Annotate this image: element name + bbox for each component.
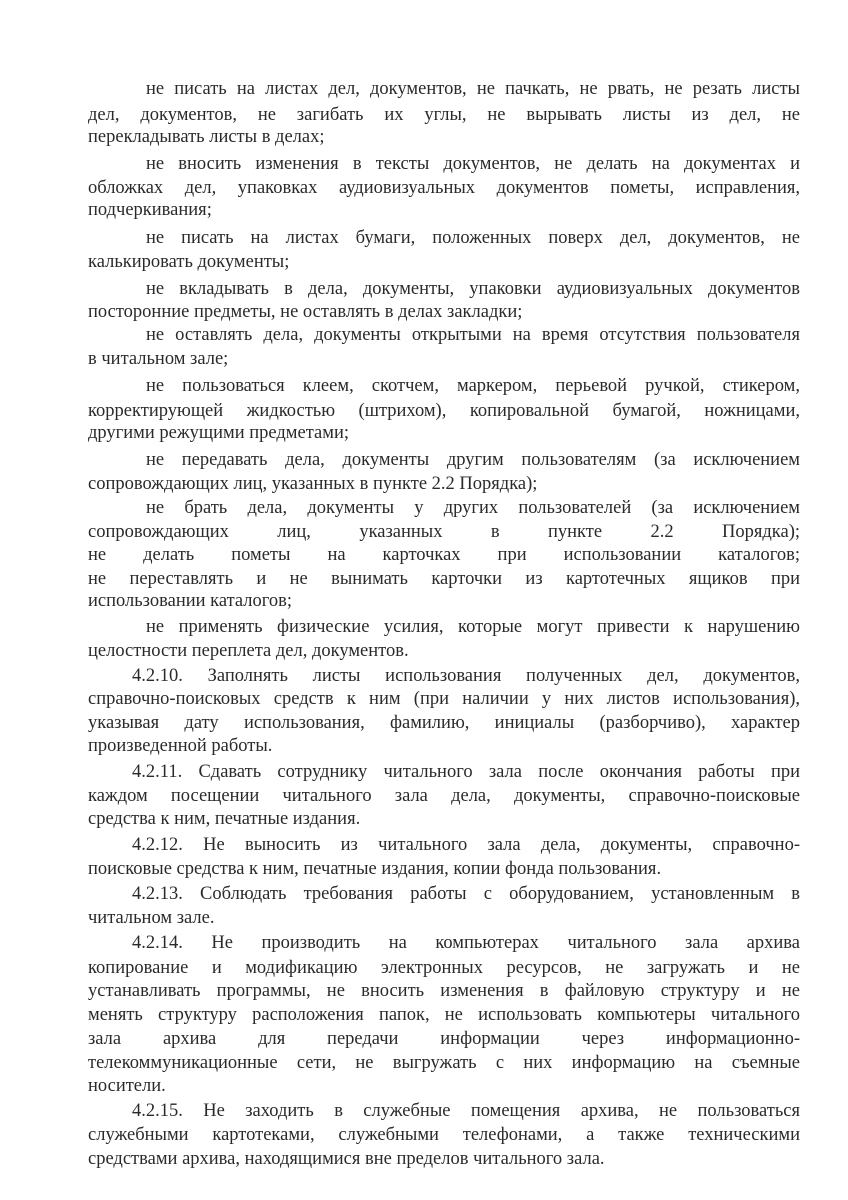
text-line: устанавливать программы, не вносить изменения в файловую структуру и не	[88, 981, 800, 1001]
text-line: менять структуру расположения папок, не использовать компьютеры читального	[88, 1005, 800, 1025]
text-line: подчеркивания;	[88, 200, 212, 220]
text-line: не писать на листах бумаги, положенных поверх дел, документов, не	[146, 228, 800, 248]
text-line: не пользоваться клеем, скотчем, маркером, перьевой ручкой, стикером,	[146, 376, 800, 396]
text-line: посторонние предметы, не оставлять в делах закладки;	[88, 302, 523, 322]
text-line: дел, документов, не загибать их углы, не вырывать листы из дел, не	[88, 105, 800, 125]
text-line: калькировать документы;	[88, 252, 290, 272]
text-line: другими режущими предметами;	[88, 423, 349, 443]
text-line: не передавать дела, документы другим пользователям (за исключением	[146, 450, 800, 470]
text-line: не переставлять и не вынимать карточки из картотечных ящиков при	[88, 569, 800, 589]
text-line: указывая дату использования, фамилию, инициалы (разборчиво), характер	[88, 713, 800, 733]
text-line: 4.2.13. Соблюдать требования работы с оборудованием, установленным в	[132, 884, 800, 904]
text-line: использовании каталогов;	[88, 591, 293, 611]
text-line: корректирующей жидкостью (штрихом), копировальной бумагой, ножницами,	[88, 401, 800, 421]
text-line: 4.2.10. Заполнять листы использования полученных дел, документов,	[132, 666, 800, 686]
text-line: поисковые средства к ним, печатные издания, копии фонда пользования.	[88, 859, 662, 879]
text-line: средства к ним, печатные издания.	[88, 809, 361, 829]
text-line: не брать дела, документы у других пользователей (за исключением	[146, 498, 800, 518]
text-line: 4.2.11. Сдавать сотруднику читального зала после окончания работы при	[132, 762, 800, 782]
text-line: сопровождающих лиц, указанных в пункте 2.2 Порядка);	[88, 474, 538, 494]
text-line: служебными картотеками, служебными телефонами, а также техническими	[88, 1125, 800, 1145]
text-line: произведенной работы.	[88, 736, 273, 756]
text-line: не делать пометы на карточках при использовании каталогов;	[88, 545, 800, 565]
text-line: обложках дел, упаковках аудиовизуальных документов пометы, исправления,	[88, 178, 800, 198]
text-line: 4.2.12. Не выносить из читального зала дела, документы, справочно-	[132, 835, 800, 855]
text-line: сопровождающих лиц, указанных в пункте 2.2 Порядка);	[88, 522, 800, 542]
text-line: 4.2.15. Не заходить в служебные помещения архива, не пользоваться	[132, 1101, 800, 1121]
text-line: не писать на листах дел, документов, не пачкать, не рвать, не резать листы	[146, 79, 800, 99]
text-line: 4.2.14. Не производить на компьютерах читального зала архива	[132, 933, 800, 953]
text-line: телекоммуникационные сети, не выгружать с них информацию на съемные	[88, 1053, 800, 1073]
text-line: средствами архива, находящимися вне пределов читального зала.	[88, 1149, 605, 1169]
text-line: не вкладывать в дела, документы, упаковки аудиовизуальных документов	[146, 279, 800, 299]
text-line: справочно-поисковых средств к ним (при наличии у них листов использования),	[88, 689, 800, 709]
text-line: не применять физические усилия, которые могут привести к нарушению	[146, 617, 800, 637]
text-line: целостности переплета дел, документов.	[88, 641, 409, 661]
text-line: не вносить изменения в тексты документов, не делать на документах и	[146, 154, 800, 174]
text-line: в читальном зале;	[88, 349, 229, 369]
text-line: носители.	[88, 1076, 166, 1096]
text-line: копирование и модификацию электронных ресурсов, не загружать и не	[88, 958, 800, 978]
text-line: не оставлять дела, документы открытыми на время отсутствия пользователя	[146, 325, 800, 345]
text-line: каждом посещении читального зала дела, документы, справочно-поисковые	[88, 786, 800, 806]
text-line: зала архива для передачи информации через информационно-	[88, 1029, 800, 1049]
text-line: читальном зале.	[88, 908, 215, 928]
text-line: перекладывать листы в делах;	[88, 127, 325, 147]
